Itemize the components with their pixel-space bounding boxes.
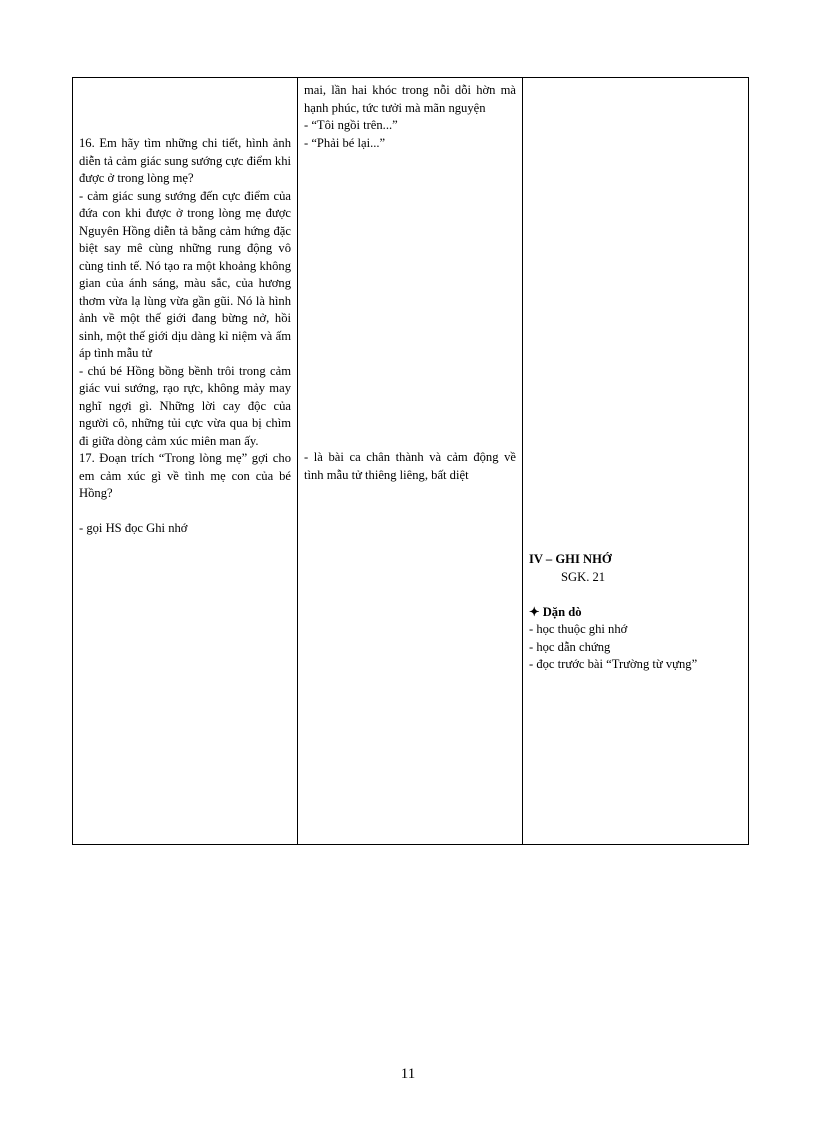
quote-line-1: - “Tôi ngồi trên...” xyxy=(304,118,398,132)
page-number: 11 xyxy=(400,1066,416,1082)
homework-title: ✦ Dặn dò xyxy=(529,604,582,619)
question-16: 16. Em hãy tìm những chi tiết, hình ảnh diễn tả cảm giác sung sướng cực điểm khi được ở trong lòng mẹ? xyxy=(79,136,291,185)
question-17: 17. Đoạn trích “Trong lòng mẹ” gợi cho em cảm xúc gì về tình mẹ con của bé Hồng? xyxy=(79,451,291,500)
section-reference: SGK. 21 xyxy=(561,569,606,584)
table-row xyxy=(73,78,749,845)
content-cell xyxy=(523,78,748,674)
spacer xyxy=(304,152,516,449)
student-cell xyxy=(298,78,522,484)
teacher-activity-column xyxy=(73,78,298,845)
answer-16-part-1: - cảm giác sung sướng đến cực điểm của đứa con khi được ở trong lòng mẹ được Nguyên Hồng diễn tả bằng cảm hứng đặc biệt say mê cùng những rung động vô cùng tinh tế. Nó tạo ra một khoảng không gian của ánh sáng, màu sắc, của hương thơm vừa lạ lùng vừa gần gũi. Nó là hình ảnh về một thế giới đang bừng nở, hồi sinh, một thế giới dịu dàng kỉ niệm và ấm áp tình mẫu tử xyxy=(79,188,291,360)
answer-16-part-2: - chú bé Hồng bồng bềnh trôi trong cảm giác vui sướng, rạo rực, không mảy may nghĩ ngợi gì. Những lời cay độc của người cô, những tủi cực vừa qua bị chìm đi giữa dòng cảm xúc miên man ấy. xyxy=(79,363,291,448)
lesson-table xyxy=(72,77,749,845)
content-column xyxy=(523,78,749,845)
homework-item: - đọc trước bài “Trường từ vựng” xyxy=(529,657,698,671)
continued-text: mai, lần hai khóc trong nỗi dỗi hờn mà hạnh phúc, tức tưởi mà mãn nguyện xyxy=(304,83,516,115)
section-title: IV – GHI NHỚ xyxy=(529,552,612,566)
homework-item: - học dẫn chứng xyxy=(529,639,611,654)
answer-17: - là bài ca chân thành và cảm động về tình mẫu tử thiêng liêng, bất diệt xyxy=(304,450,516,482)
task-read-summary: - gọi HS đọc Ghi nhớ xyxy=(79,521,188,535)
student-activity-column xyxy=(298,78,523,845)
spacer xyxy=(529,586,742,604)
activity-cell xyxy=(73,78,297,538)
homework-item: - học thuộc ghi nhớ xyxy=(529,622,628,636)
spacer xyxy=(79,503,291,521)
quote-line-2: - “Phải bé lại...” xyxy=(304,135,386,150)
